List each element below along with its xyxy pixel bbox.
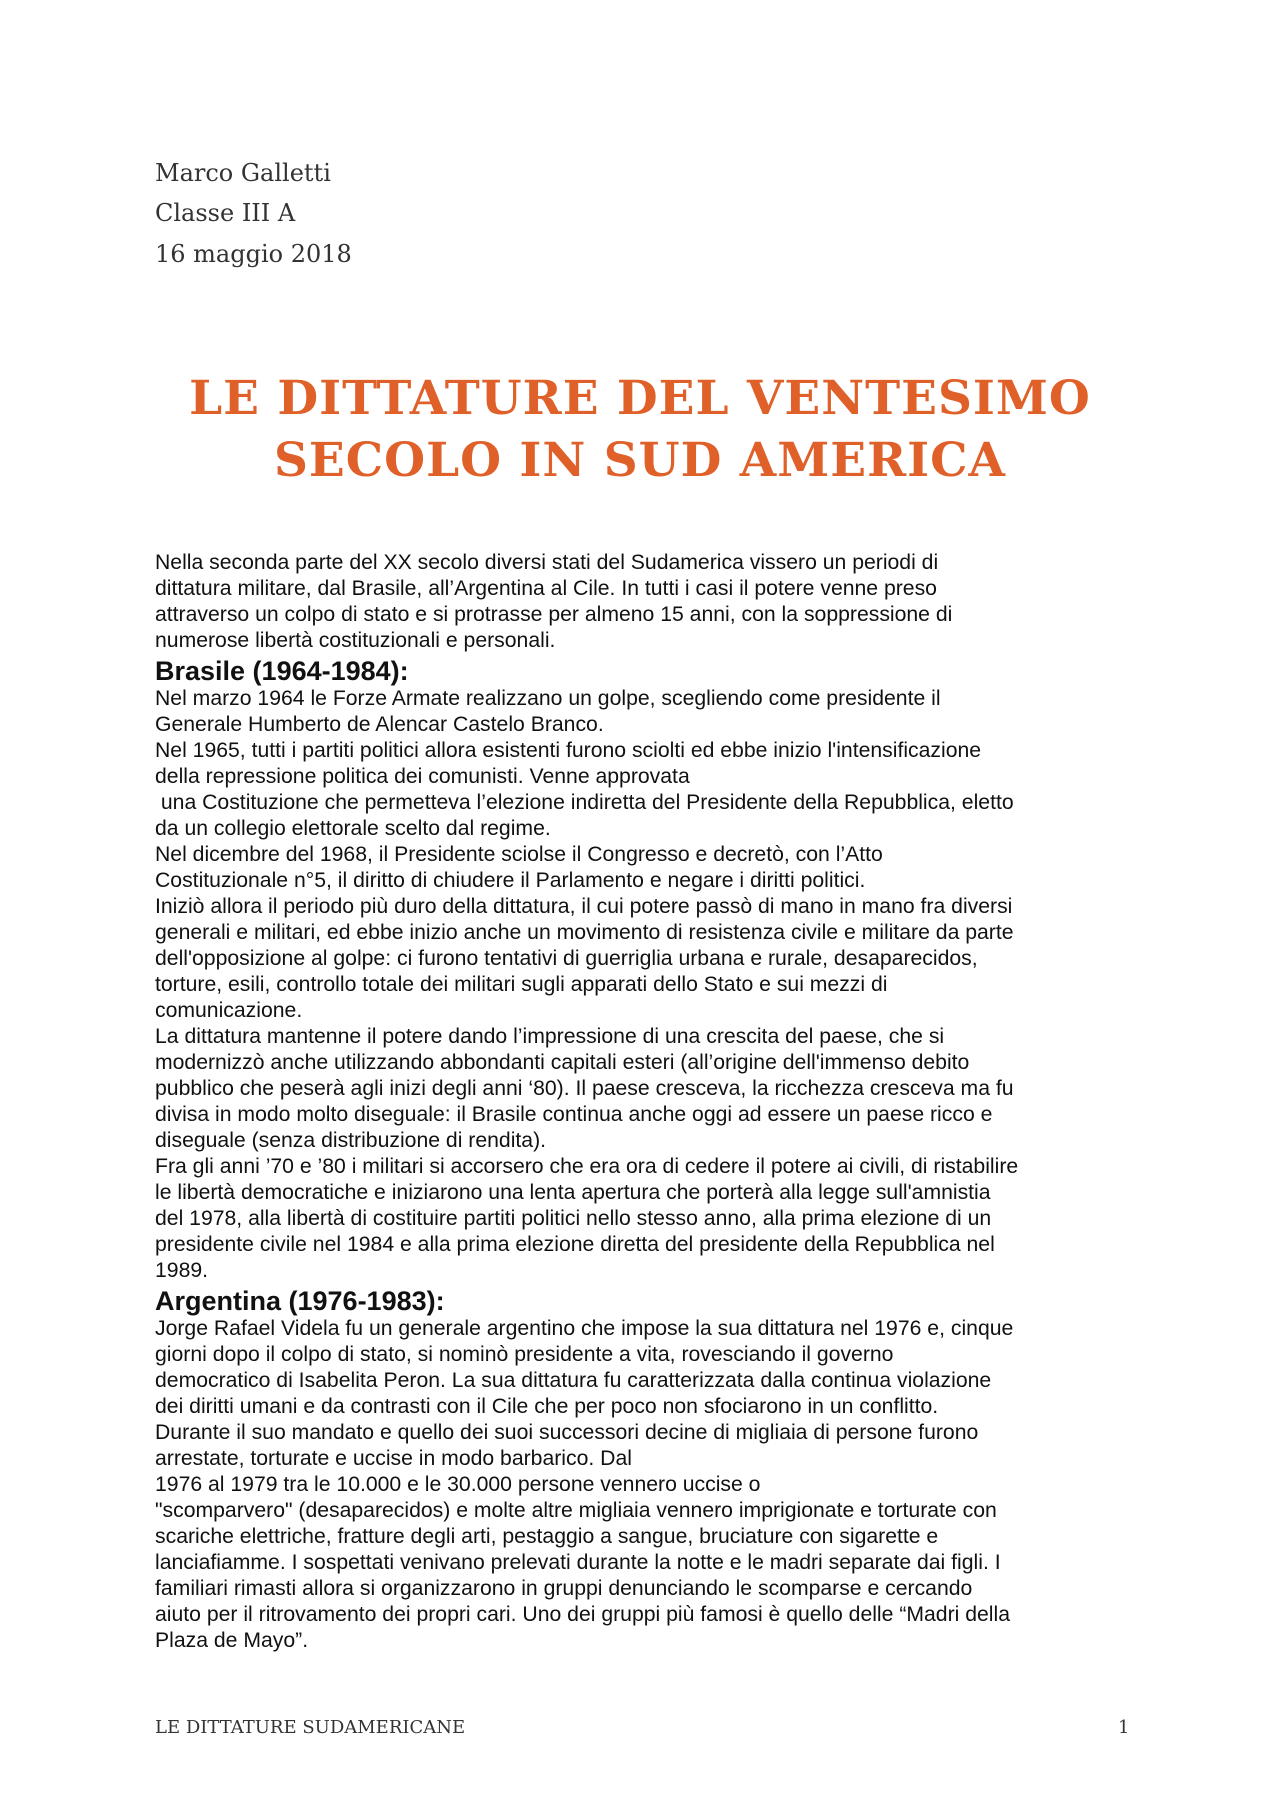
running-footer-title: LE DITTATURE SUDAMERICANE: [155, 1717, 466, 1738]
section-heading: Argentina (1976-1983):: [155, 1286, 445, 1316]
text-line: Nel 1965, tutti i partiti politici allora esistenti furono sciolti ed ebbe inizio l'intensificazione: [155, 739, 982, 762]
text-line: scariche elettriche, fratture degli arti, pestaggio a sangue, bruciature con sigarette e: [155, 1525, 939, 1548]
text-line: 1976 al 1979 tra le 10.000 e le 30.000 persone vennero uccise o: [155, 1473, 761, 1496]
intro-paragraph: [155, 550, 1145, 654]
text-line: dei diritti umani e da contrasti con il Cile che per poco non sfociarono in un conflitto.: [155, 1395, 939, 1418]
text-line: comunicazione.: [155, 999, 303, 1022]
text-line: del 1978, alla libertà di costituire partiti politici nello stesso anno, alla prima elezione di un: [155, 1207, 992, 1230]
text-line: generali e militari, ed ebbe inizio anche un movimento di resistenza civile e militare da parte: [155, 921, 1014, 944]
text-line: Nella seconda parte del XX secolo diversi stati del Sudamerica vissero un periodi di: [155, 551, 939, 574]
text-line: Nel marzo 1964 le Forze Armate realizzano un golpe, scegliendo come presidente il: [155, 687, 941, 710]
class-label: Classe III A: [155, 199, 296, 227]
text-line: pubblico che peserà agli inizi degli anni ‘80). Il paese cresceva, la ricchezza cresceva ma fu: [155, 1077, 1014, 1100]
text-line: presidente civile nel 1984 e alla prima elezione diretta del presidente della Repubblica nel: [155, 1233, 995, 1256]
page-number: 1: [1118, 1717, 1130, 1738]
section-argentina: [155, 1286, 1145, 1654]
section-brasile: [155, 656, 1145, 1284]
text-line: Plaza de Mayo”.: [155, 1629, 309, 1652]
text-line: "scomparvero" (desaparecidos) e molte altre migliaia vennero imprigionate e torturate con: [155, 1499, 997, 1522]
document-title-line-1: LE DITTATURE DEL VENTESIMO: [189, 371, 1091, 426]
text-line: Generale Humberto de Alencar Castelo Branco.: [155, 713, 604, 736]
section-heading: Brasile (1964-1984):: [155, 656, 409, 686]
text-line: attraverso un colpo di stato e si protrasse per almeno 15 anni, con la soppressione di: [155, 603, 953, 626]
text-line: da un collegio elettorale scelto dal regime.: [155, 817, 551, 840]
document-date: 16 maggio 2018: [155, 240, 352, 268]
document-title-line-2: SECOLO IN SUD AMERICA: [273, 433, 1007, 488]
text-line: Jorge Rafael Videla fu un generale argentino che impose la sua dittatura nel 1976 e, cinque: [155, 1317, 1014, 1340]
text-line: numerose libertà costituzionali e personali.: [155, 629, 556, 652]
author-name: Marco Galletti: [155, 159, 331, 187]
text-line: una Costituzione che permetteva l’elezione indiretta del Presidente della Repubblica, eletto: [155, 791, 1014, 814]
text-line: torture, esili, controllo totale dei militari sugli apparati dello Stato e sui mezzi di: [155, 973, 888, 996]
text-line: divisa in modo molto diseguale: il Brasile continua anche oggi ad essere un paese ricco e: [155, 1103, 993, 1126]
text-line: giorni dopo il colpo di stato, si nominò presidente a vita, rovesciando il governo: [155, 1343, 894, 1366]
text-line: lanciafiamme. I sospettati venivano prelevati durante la notte e le madri separate dai figli. I: [155, 1551, 1001, 1574]
text-line: Fra gli anni ’70 e ’80 i militari si accorsero che era ora di cedere il potere ai civili, di ristabilire: [155, 1155, 1019, 1178]
text-line: familiari rimasti allora si organizzarono in gruppi denunciando le scomparse e cercando: [155, 1577, 973, 1600]
text-line: La dittatura mantenne il potere dando l’impressione di una crescita del paese, che si: [155, 1025, 945, 1048]
text-line: diseguale (senza distribuzione di rendita).: [155, 1129, 547, 1152]
text-line: democratico di Isabelita Peron. La sua dittatura fu caratterizzata dalla continua violazione: [155, 1369, 992, 1392]
text-line: le libertà democratiche e iniziarono una lenta apertura che porterà alla legge sull'amnistia: [155, 1181, 991, 1204]
text-line: Iniziò allora il periodo più duro della dittatura, il cui potere passò di mano in mano fra diversi: [155, 895, 1013, 918]
text-line: della repressione politica dei comunisti. Venne approvata: [155, 765, 690, 788]
text-line: modernizzò anche utilizzando abbondanti capitali esteri (all’origine dell'immenso debito: [155, 1051, 970, 1074]
text-line: dittatura militare, dal Brasile, all’Argentina al Cile. In tutti i casi il potere venne preso: [155, 577, 937, 600]
text-line: Nel dicembre del 1968, il Presidente sciolse il Congresso e decretò, con l’Atto: [155, 843, 883, 866]
text-line: 1989.: [155, 1259, 209, 1282]
text-line: Costituzionale n°5, il diritto di chiudere il Parlamento e negare i diritti politici.: [155, 869, 866, 892]
text-line: dell'opposizione al golpe: ci furono tentativi di guerriglia urbana e rurale, desaparecidos,: [155, 947, 978, 970]
text-line: arrestate, torturate e uccise in modo barbarico. Dal: [155, 1447, 632, 1470]
text-line: Durante il suo mandato e quello dei suoi successori decine di migliaia di persone furono: [155, 1421, 979, 1444]
document-body: [155, 550, 1145, 1654]
text-line: aiuto per il ritrovamento dei propri cari. Uno dei gruppi più famosi è quello delle “Madri della: [155, 1603, 1011, 1626]
